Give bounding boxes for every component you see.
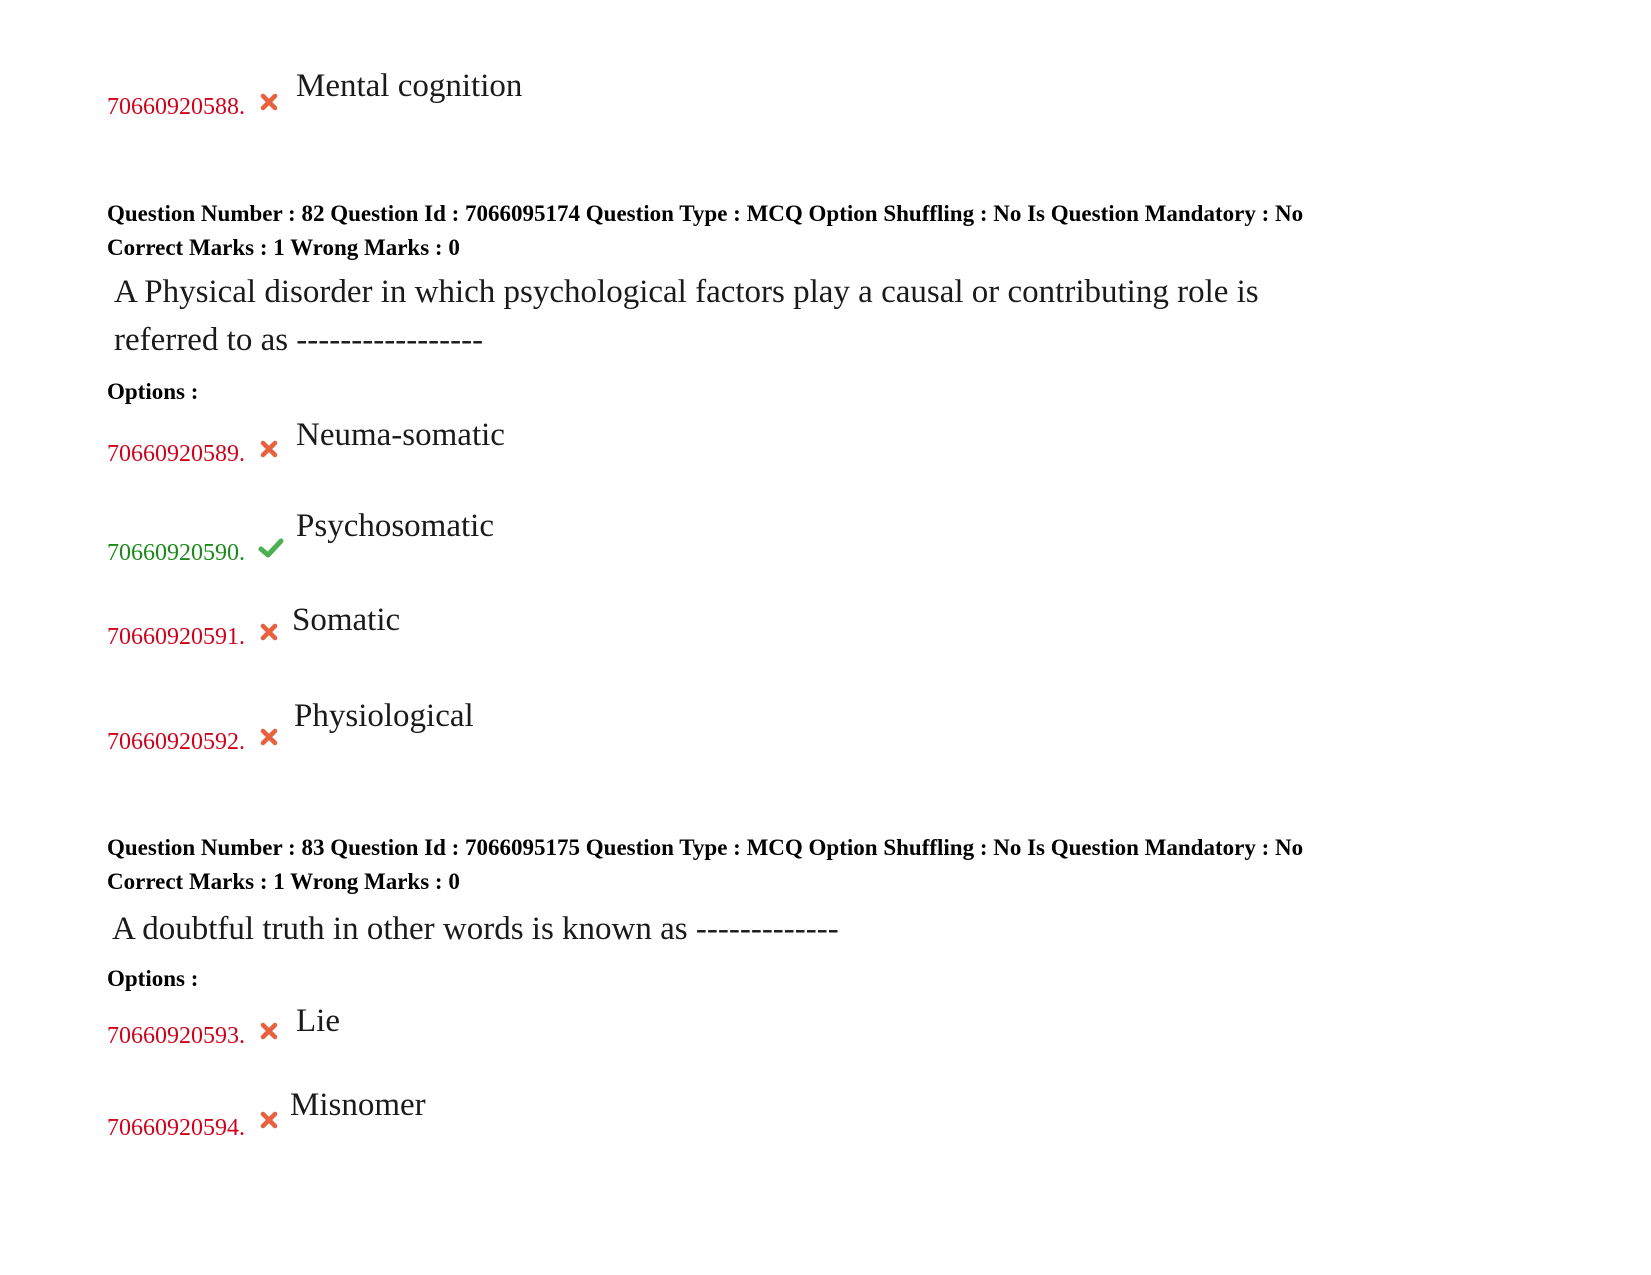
option-id: 70660920592.	[107, 729, 245, 755]
options-label: Options :	[107, 379, 199, 404]
option-text: Physiological	[294, 698, 474, 734]
option-text: Neuma-somatic	[296, 417, 505, 453]
question-meta: Question Number : 82 Question Id : 7066095174 Question Type : MCQ Option Shuffling : No Is Question Mandatory : No	[107, 201, 1304, 226]
option-id: 70660920589.	[107, 441, 245, 467]
question-text-line2: referred to as -----------------	[114, 322, 484, 358]
question-marks: Correct Marks : 1 Wrong Marks : 0	[107, 235, 460, 260]
check-icon	[258, 537, 284, 559]
option-text: Mental cognition	[296, 68, 523, 104]
option-text: Misnomer	[290, 1087, 426, 1123]
option-id: 70660920594.	[107, 1115, 245, 1141]
option-id: 70660920591.	[107, 624, 245, 650]
option-id: 70660920590.	[107, 540, 245, 566]
cross-icon	[259, 622, 279, 642]
option-text: Somatic	[292, 602, 401, 638]
question-meta: Question Number : 83 Question Id : 7066095175 Question Type : MCQ Option Shuffling : No Is Question Mandatory : No	[107, 835, 1304, 860]
cross-icon	[259, 727, 279, 747]
option-text: Psychosomatic	[296, 508, 494, 544]
cross-icon	[259, 92, 279, 112]
option-id: 70660920588.	[107, 94, 245, 120]
question-text-line1: A Physical disorder in which psychological factors play a causal or contributing role is	[114, 274, 1259, 310]
cross-icon	[259, 439, 279, 459]
question-text-line1: A doubtful truth in other words is known as -------------	[112, 911, 839, 947]
option-text: Lie	[296, 1003, 340, 1039]
cross-icon	[259, 1021, 279, 1041]
cross-icon	[259, 1110, 279, 1130]
option-id: 70660920593.	[107, 1023, 245, 1049]
question-marks: Correct Marks : 1 Wrong Marks : 0	[107, 869, 460, 894]
options-label: Options :	[107, 966, 199, 991]
